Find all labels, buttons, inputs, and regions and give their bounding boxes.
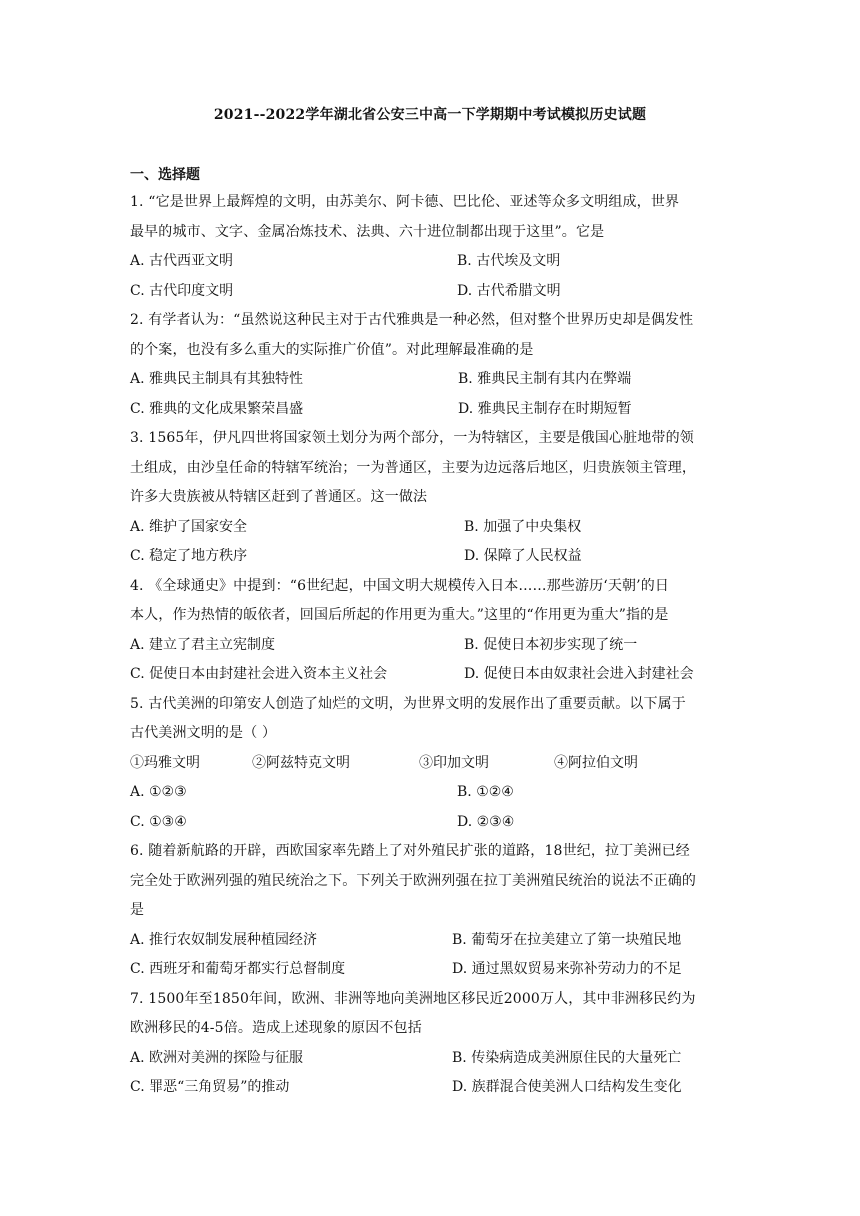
options-row — [130, 926, 730, 956]
question-stem-line: 2. 有学者认为：“虽然说这种民主对于古代雅典是一种必然，但对整个世界历史却是偶发性 — [130, 312, 694, 328]
options-row — [130, 542, 730, 572]
question-stem-line: 许多大贵族被从特辖区赶到了普通区。这一做法 — [130, 489, 428, 505]
option-d: D. 通过黑奴贸易来弥补劳动力的不足 — [452, 961, 682, 977]
options-row — [130, 778, 730, 808]
options-row — [130, 631, 730, 661]
options-row — [130, 955, 730, 985]
option-a: A. 雅典民主制具有其独特性 — [130, 371, 304, 387]
question-stem-line: 欧洲移民的4-5倍。造成上述现象的原因不包括 — [130, 1020, 422, 1036]
option-c: C. 稳定了地方秩序 — [130, 548, 248, 564]
options-row — [130, 365, 730, 395]
question-stem-line: 4. 《全球通史》中提到：“6世纪起，中国文明大规模传入日本……那些游历‘天朝’的日 — [130, 577, 670, 594]
statement-item-2: ②阿兹特克文明 — [252, 754, 350, 771]
question-stem-line: 本人，作为热情的皈依者，回国后所起的作用更为重大。”这里的“作用更为重大”指的是 — [130, 607, 669, 623]
options-row — [130, 1073, 730, 1103]
option-d: D. 古代希腊文明 — [457, 282, 561, 299]
option-a: A. 欧洲对美洲的探险与征服 — [130, 1049, 304, 1066]
option-b: B. 加强了中央集权 — [464, 518, 582, 535]
option-d: D. 族群混合使美洲人口结构发生变化 — [452, 1079, 682, 1095]
question-6 — [130, 837, 730, 985]
option-c: C. 促使日本由封建社会进入资本主义社会 — [130, 666, 388, 682]
option-c: C. 古代印度文明 — [130, 282, 234, 299]
options-row — [130, 808, 730, 838]
question-stem-line: 6. 随着新航路的开辟，西欧国家率先踏上了对外殖民扩张的道路，18世纪，拉丁美洲已经 — [130, 843, 690, 859]
question-stem-line: 最早的城市、文字、金属冶炼技术、法典、六十进位制都出现于这里”。它是 — [130, 223, 605, 240]
question-stem-line: 是 — [130, 902, 145, 918]
option-a: A. 维护了国家安全 — [130, 518, 248, 535]
option-b: B. 雅典民主制有其内在弊端 — [458, 371, 632, 387]
options-row — [130, 247, 730, 277]
option-c: C. 雅典的文化成果繁荣昌盛 — [130, 400, 304, 417]
option-b: B. 促使日本初步实现了统一 — [464, 636, 638, 653]
statement-item-1: ①玛雅文明 — [130, 754, 200, 771]
option-b: B. 古代埃及文明 — [457, 253, 561, 269]
option-a: A. ①②③ — [130, 784, 187, 800]
question-7 — [130, 985, 730, 1103]
option-d: D. ②③④ — [457, 813, 515, 830]
option-a: A. 古代西亚文明 — [130, 253, 234, 269]
statement-item-3: ③印加文明 — [419, 754, 489, 771]
option-d: D. 保障了人民权益 — [464, 548, 582, 564]
option-c: C. 罪恶“三角贸易”的推动 — [130, 1079, 290, 1095]
options-row — [130, 395, 730, 425]
option-d: D. 促使日本由奴隶社会进入封建社会 — [464, 666, 694, 682]
question-3 — [130, 424, 730, 572]
option-a: A. 建立了君主立宪制度 — [130, 636, 276, 653]
question-2 — [130, 306, 730, 424]
option-b: B. 葡萄牙在拉美建立了第一块殖民地 — [452, 931, 682, 948]
option-a: A. 推行农奴制发展种植园经济 — [130, 931, 318, 948]
question-stem-line: 完全处于欧洲列强的殖民统治之下。下列关于欧洲列强在拉丁美洲殖民统治的说法不正确的 — [130, 872, 696, 889]
question-stem-line: 土组成，由沙皇任命的特辖军统治；一为普通区，主要为边远落后地区，归贵族领主管理， — [130, 459, 696, 476]
question-stem-line: 1. “它是世界上最辉煌的文明，由苏美尔、阿卡德、巴比伦、亚述等众多文明组成，世界 — [130, 194, 680, 210]
question-4 — [130, 572, 730, 690]
question-stem-line: 古代美洲文明的是（ ） — [130, 725, 277, 741]
options-row — [130, 277, 730, 307]
question-stem-line: 5. 古代美洲的印第安人创造了灿烂的文明，为世界文明的发展作出了重要贡献。以下属于 — [130, 695, 686, 712]
option-c: C. 西班牙和葡萄牙都实行总督制度 — [130, 961, 346, 977]
question-stem-line: 7. 1500年至1850年间，欧洲、非洲等地向美洲地区移民近2000万人，其中非洲移民约为 — [130, 990, 696, 1007]
question-stem-line: 3. 1565年，伊凡四世将国家领土划分为两个部分，一为特辖区，主要是俄国心脏地带的领 — [130, 430, 694, 446]
question-1 — [130, 188, 730, 306]
options-row — [130, 1044, 730, 1074]
options-row — [130, 513, 730, 543]
option-c: C. ①③④ — [130, 813, 187, 830]
option-b: B. ①②④ — [457, 784, 514, 800]
question-5 — [130, 690, 730, 838]
document-title: 2021--2022学年湖北省公安三中高一下学期期中考试模拟历史试题 — [213, 107, 647, 123]
section-heading: 一、选择题 — [130, 167, 200, 183]
question-list — [130, 188, 730, 1103]
options-row — [130, 660, 730, 690]
option-b: B. 传染病造成美洲原住民的大量死亡 — [452, 1049, 682, 1066]
option-d: D. 雅典民主制存在时期短暂 — [458, 400, 632, 417]
statement-items-row — [130, 749, 730, 779]
question-stem-line: 的个案，也没有多么重大的实际推广价值”。对此理解最准确的是 — [130, 341, 534, 358]
statement-item-4: ④阿拉伯文明 — [554, 754, 638, 771]
